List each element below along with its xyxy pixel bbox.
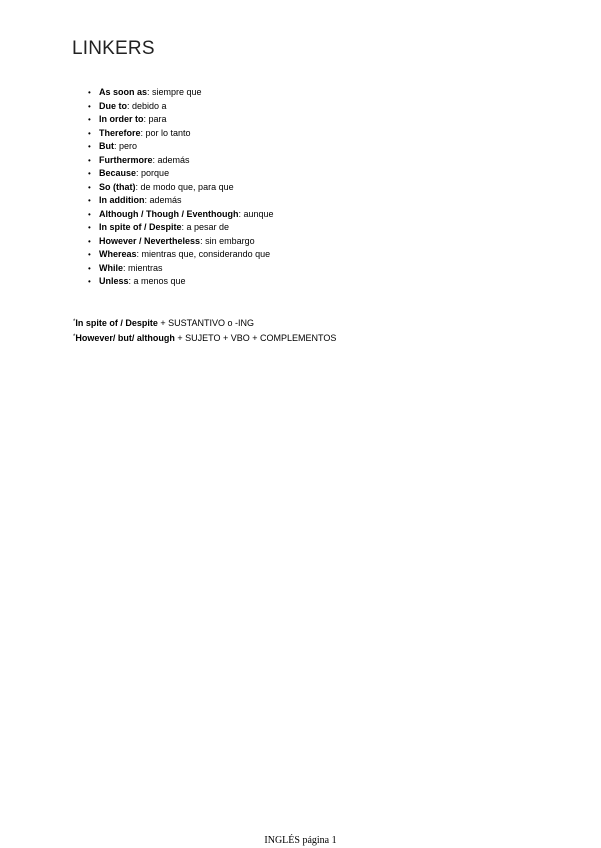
linker-item <box>88 154 274 168</box>
bullet-icon: • <box>88 155 91 165</box>
bullet-icon: • <box>88 196 91 205</box>
linker-item <box>88 248 274 262</box>
linker-meaning: por lo tanto <box>145 127 191 138</box>
linker-term: Furthermore <box>99 154 153 165</box>
linker-separator: : <box>128 276 134 286</box>
linker-term: However / Nevertheless <box>99 235 201 246</box>
linker-meaning: pero <box>119 141 138 151</box>
note-marker: * <box>73 333 76 340</box>
linker-term: In order to <box>99 114 144 124</box>
note-term: However/ but/ although <box>75 332 175 343</box>
linker-meaning: mientras que, considerando que <box>141 249 271 259</box>
grammar-notes <box>73 316 336 345</box>
linker-separator: : <box>136 168 142 178</box>
linker-term: In addition <box>99 195 145 205</box>
linker-meaning: además <box>149 195 182 205</box>
linker-separator: : <box>114 141 120 151</box>
linker-item <box>88 113 274 127</box>
bullet-icon: • <box>88 128 91 138</box>
linker-item <box>88 194 274 208</box>
linker-meaning: a pesar de <box>186 222 230 232</box>
note-term: In spite of / Despite <box>75 318 158 328</box>
linker-separator: : <box>181 222 187 232</box>
linker-meaning: mientras <box>128 262 163 273</box>
linker-separator: : <box>140 127 146 138</box>
bullet-icon: • <box>88 115 91 124</box>
bullet-icon: • <box>88 142 91 151</box>
note-rest: + SUSTANTIVO o -ING <box>157 318 254 328</box>
linker-term: Whereas <box>99 249 137 259</box>
linker-meaning: debido a <box>132 100 167 111</box>
page-title: LINKERS <box>72 38 155 59</box>
linker-meaning: para <box>148 114 167 124</box>
linker-meaning: de modo que, para que <box>140 181 234 192</box>
linker-item <box>88 275 274 289</box>
linker-item <box>88 221 274 235</box>
linker-meaning: sin embargo <box>205 235 255 246</box>
linker-term: Because <box>99 168 137 178</box>
bullet-icon: • <box>88 250 91 259</box>
linker-separator: : <box>200 235 206 246</box>
linker-term: While <box>99 262 123 273</box>
linker-separator: : <box>238 208 244 219</box>
linker-term: Although / Though / Eventhough <box>99 208 239 219</box>
linker-item <box>88 208 274 222</box>
page-footer: INGLÉS página 1 <box>264 835 337 846</box>
linker-item <box>88 127 274 141</box>
linker-item <box>88 181 274 195</box>
linker-separator: : <box>135 181 141 192</box>
linker-meaning: aunque <box>243 208 274 219</box>
note-rest: + SUJETO + VBO + COMPLEMENTOS <box>174 332 337 343</box>
linker-term: So (that) <box>99 181 136 192</box>
bullet-icon: • <box>88 236 91 246</box>
linker-meaning: a menos que <box>133 276 186 286</box>
bullet-icon: • <box>88 223 91 232</box>
linker-item <box>88 100 274 114</box>
linker-item <box>88 140 274 154</box>
bullet-icon: • <box>88 169 91 178</box>
linker-item <box>88 167 274 181</box>
linker-separator: : <box>152 154 158 165</box>
linker-separator: : <box>127 100 133 111</box>
note-row <box>73 331 336 346</box>
linker-item <box>88 86 274 100</box>
linker-term: Therefore <box>99 127 141 138</box>
linker-term: In spite of / Despite <box>99 222 182 232</box>
bullet-icon: • <box>88 277 91 286</box>
linker-term: Due to <box>99 100 127 111</box>
linker-meaning: siempre que <box>152 87 202 97</box>
linker-item <box>88 235 274 249</box>
linker-meaning: además <box>157 154 190 165</box>
linker-term: As soon as <box>99 87 148 97</box>
linker-term: But <box>99 141 114 151</box>
bullet-icon: • <box>88 263 91 273</box>
linker-separator: : <box>144 195 150 205</box>
linker-separator: : <box>147 87 153 97</box>
note-row <box>73 316 336 331</box>
bullet-icon: • <box>88 88 91 97</box>
linker-term: Unless <box>99 276 129 286</box>
linker-separator: : <box>123 262 129 273</box>
note-marker: * <box>73 319 76 325</box>
bullet-icon: • <box>88 101 91 111</box>
linker-meaning: porque <box>141 168 170 178</box>
bullet-icon: • <box>88 209 91 219</box>
bullet-icon: • <box>88 182 91 192</box>
linker-separator: : <box>143 114 149 124</box>
linkers-list <box>88 86 274 289</box>
linker-separator: : <box>136 249 142 259</box>
linker-item <box>88 262 274 276</box>
